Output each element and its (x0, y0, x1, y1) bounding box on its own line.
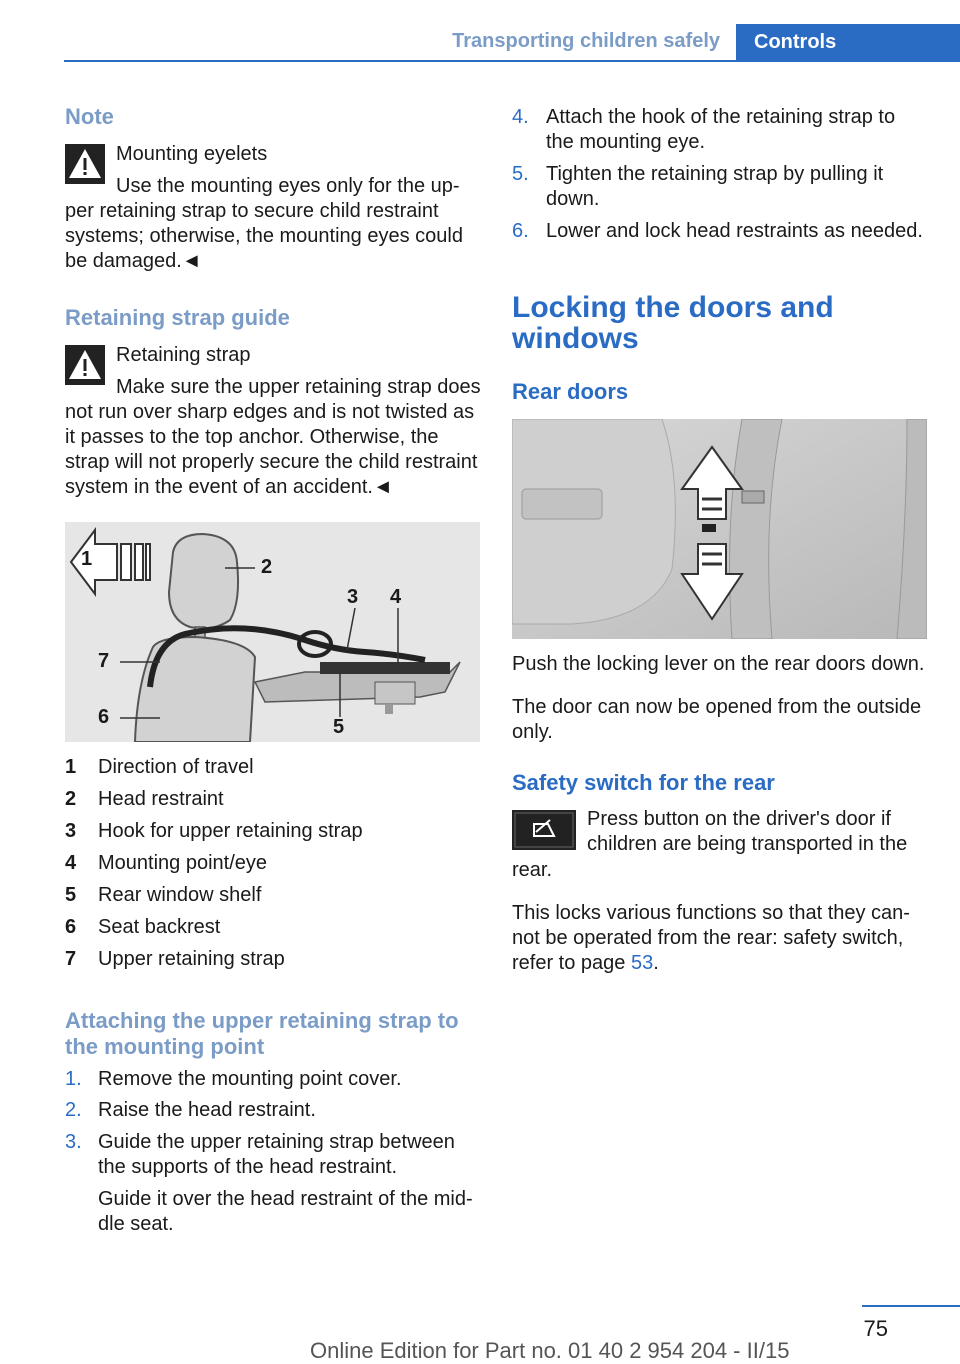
paragraph-text: Push the locking lever on the rear doors down. (512, 653, 925, 675)
section-heading: the mounting point (65, 1034, 265, 1059)
step-text: Remove the mounting point cover. (98, 1068, 402, 1090)
footer-rule (862, 1305, 960, 1307)
figure-callout: 3 (347, 586, 359, 608)
step-number: 6. (512, 220, 529, 242)
paragraph-text: This locks various functions so that they can- (512, 902, 910, 924)
warning-text-line: systems; otherwise, the mounting eyes could (65, 225, 463, 247)
warning-text-line: be damaged.◄ (65, 250, 202, 272)
warning-text-line: Use the mounting eyes only for the up- (116, 175, 460, 197)
paragraph-text: The door can now be opened from the outside (512, 696, 922, 718)
paragraph-text: rear. (512, 859, 553, 881)
legend-text: Mounting point/eye (98, 852, 268, 874)
page-section-title: windows (512, 322, 639, 355)
page-number: 75 (863, 1316, 888, 1341)
figure-callout: 5 (333, 716, 345, 738)
step-number: 4. (512, 106, 529, 128)
step-text: Attach the hook of the retaining strap to (546, 106, 896, 128)
section-heading: Safety switch for the rear (512, 770, 775, 795)
header-rule (64, 60, 736, 62)
safety-switch-button-icon (512, 810, 576, 850)
section-heading: Retaining strap guide (65, 305, 290, 330)
section-heading: Attaching the upper retaining strap to (65, 1008, 459, 1033)
retaining-strap-figure (65, 522, 480, 742)
page-reference-link[interactable]: 53 (630, 952, 654, 974)
step-text: down. (546, 188, 600, 210)
figure-callout: 6 (98, 706, 110, 728)
warning-text-line: Make sure the upper retaining strap does (116, 376, 481, 398)
page-section-title: Locking the doors and (512, 291, 834, 324)
legend-number: 3 (65, 820, 77, 842)
running-section-title: Transporting children safely (452, 30, 720, 52)
warning-text-line: system in the event of an accident.◄ (65, 476, 393, 498)
rear-door-figure (512, 419, 927, 639)
warning-text-line: not run over sharp edges and is not twisted as (65, 401, 475, 423)
legend-number: 2 (65, 788, 77, 810)
paragraph-text (512, 950, 659, 976)
paragraph-text-suffix: . (653, 952, 659, 974)
step-text: the mounting eye. (546, 131, 705, 153)
chapter-tab (736, 24, 960, 62)
legend-number: 5 (65, 884, 77, 906)
figure-callout: 4 (390, 586, 402, 608)
paragraph-text: not be operated from the rear: safety switch, (512, 927, 904, 949)
step-number: 1. (65, 1068, 82, 1090)
warning-icon (65, 345, 105, 385)
legend-number: 4 (65, 852, 77, 874)
step-text: dle seat. (98, 1213, 174, 1235)
legend-text: Hook for upper retaining strap (98, 820, 363, 842)
step-text: Raise the head restraint. (98, 1099, 316, 1121)
legend-text: Rear window shelf (98, 884, 262, 906)
step-number: 2. (65, 1099, 82, 1121)
edition-footer: Online Edition for Part no. 01 40 2 954 204 - II/15 (310, 1338, 790, 1363)
step-number: 5. (512, 163, 529, 185)
figure-callout: 7 (98, 650, 110, 672)
paragraph-text: Press button on the driver's door if (587, 808, 891, 830)
figure-callout: 1 (81, 548, 93, 570)
warning-title: Retaining strap (116, 344, 251, 366)
paragraph-text-prefix: refer to page (512, 952, 631, 974)
step-text: Guide the upper retaining strap between (98, 1131, 455, 1153)
legend-text: Seat backrest (98, 916, 221, 938)
legend-number: 7 (65, 948, 77, 970)
step-text: Lower and lock head restraints as needed. (546, 220, 923, 242)
step-number: 3. (65, 1131, 82, 1153)
warning-title: Mounting eyelets (116, 143, 268, 165)
step-text: Tighten the retaining strap by pulling it (546, 163, 884, 185)
warning-text-line: per retaining strap to secure child restraint (65, 200, 439, 222)
step-text: Guide it over the head restraint of the mid- (98, 1188, 473, 1210)
chapter-tab-label: Controls (754, 31, 837, 53)
note-heading: Note (65, 104, 114, 129)
section-heading: Rear doors (512, 379, 629, 404)
warning-icon (65, 144, 105, 184)
paragraph-text: children are being transported in the (587, 833, 908, 855)
legend-number: 1 (65, 756, 77, 778)
warning-text-line: it passes to the top anchor. Otherwise, the (65, 426, 439, 448)
legend-text: Head restraint (98, 788, 224, 810)
legend-text: Direction of travel (98, 756, 254, 778)
figure-callout: 2 (261, 556, 273, 578)
warning-text-line: strap will not properly secure the child restraint (65, 451, 478, 473)
legend-text: Upper retaining strap (98, 948, 285, 970)
paragraph-text: only. (512, 721, 553, 743)
legend-number: 6 (65, 916, 77, 938)
step-text: the supports of the head restraint. (98, 1156, 398, 1178)
